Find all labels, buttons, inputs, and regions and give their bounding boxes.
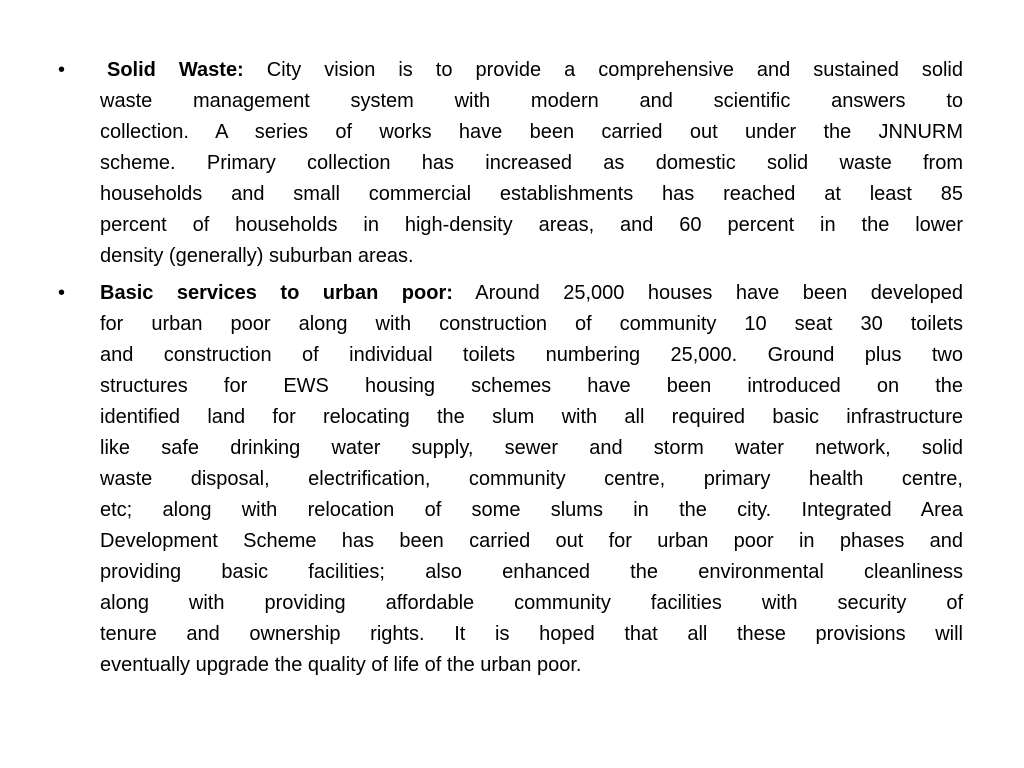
text-line <box>100 179 963 210</box>
line-text: households and small commercial establishments has reached at least 85 <box>100 183 963 205</box>
line-text: City vision is to provide a comprehensive and sustained solid <box>243 59 963 81</box>
bullet-icon: • <box>58 59 66 81</box>
line-text: Development Scheme has been carried out for urban poor in phases and <box>100 530 963 552</box>
line-text: scheme. Primary collection has increased as domestic solid waste from <box>100 152 963 174</box>
text-line <box>100 117 963 148</box>
line-text: providing basic facilities; also enhanced the environmental cleanliness <box>100 561 963 583</box>
bullet-heading: Basic services to urban poor: <box>100 282 453 304</box>
bullet-icon: • <box>58 282 66 304</box>
line-text: and construction of individual toilets numbering 25,000. Ground plus two <box>100 344 963 366</box>
line-text: eventually upgrade the quality of life of the urban poor. <box>100 654 582 676</box>
text-line <box>100 340 963 371</box>
text-line <box>100 371 963 402</box>
text-line <box>100 148 963 179</box>
text-line <box>100 650 963 681</box>
line-text: Around 25,000 houses have been developed <box>452 282 964 304</box>
text-line <box>100 402 963 433</box>
line-text: density (generally) suburban areas. <box>100 245 414 267</box>
text-line <box>100 309 963 340</box>
text-line <box>100 433 963 464</box>
text-line <box>100 495 963 526</box>
line-text: for urban poor along with construction of community 10 seat 30 toilets <box>100 313 963 335</box>
text-line <box>100 241 963 272</box>
line-text: structures for EWS housing schemes have been introduced on the <box>100 375 963 397</box>
text-line <box>100 557 963 588</box>
line-text: like safe drinking water supply, sewer and storm water network, solid <box>100 437 963 459</box>
text-line <box>100 464 963 495</box>
text-line <box>100 588 963 619</box>
text-line <box>100 210 963 241</box>
line-text: tenure and ownership rights. It is hoped that all these provisions will <box>100 623 963 645</box>
line-text: etc; along with relocation of some slums in the city. Integrated Area <box>100 499 963 521</box>
text-line <box>107 55 963 86</box>
line-text: along with providing affordable community facilities with security of <box>100 592 963 614</box>
line-text: identified land for relocating the slum with all required basic infrastructure <box>100 406 963 428</box>
text-line <box>100 526 963 557</box>
text-line <box>100 278 963 309</box>
line-text: waste disposal, electrification, community centre, primary health centre, <box>100 468 963 490</box>
text-line <box>100 86 963 117</box>
line-text: waste management system with modern and scientific answers to <box>100 90 963 112</box>
bullet-heading: Solid Waste: <box>107 59 244 81</box>
line-text: percent of households in high-density areas, and 60 percent in the lower <box>100 214 963 236</box>
line-text: collection. A series of works have been carried out under the JNNURM <box>100 121 963 143</box>
text-line <box>100 619 963 650</box>
